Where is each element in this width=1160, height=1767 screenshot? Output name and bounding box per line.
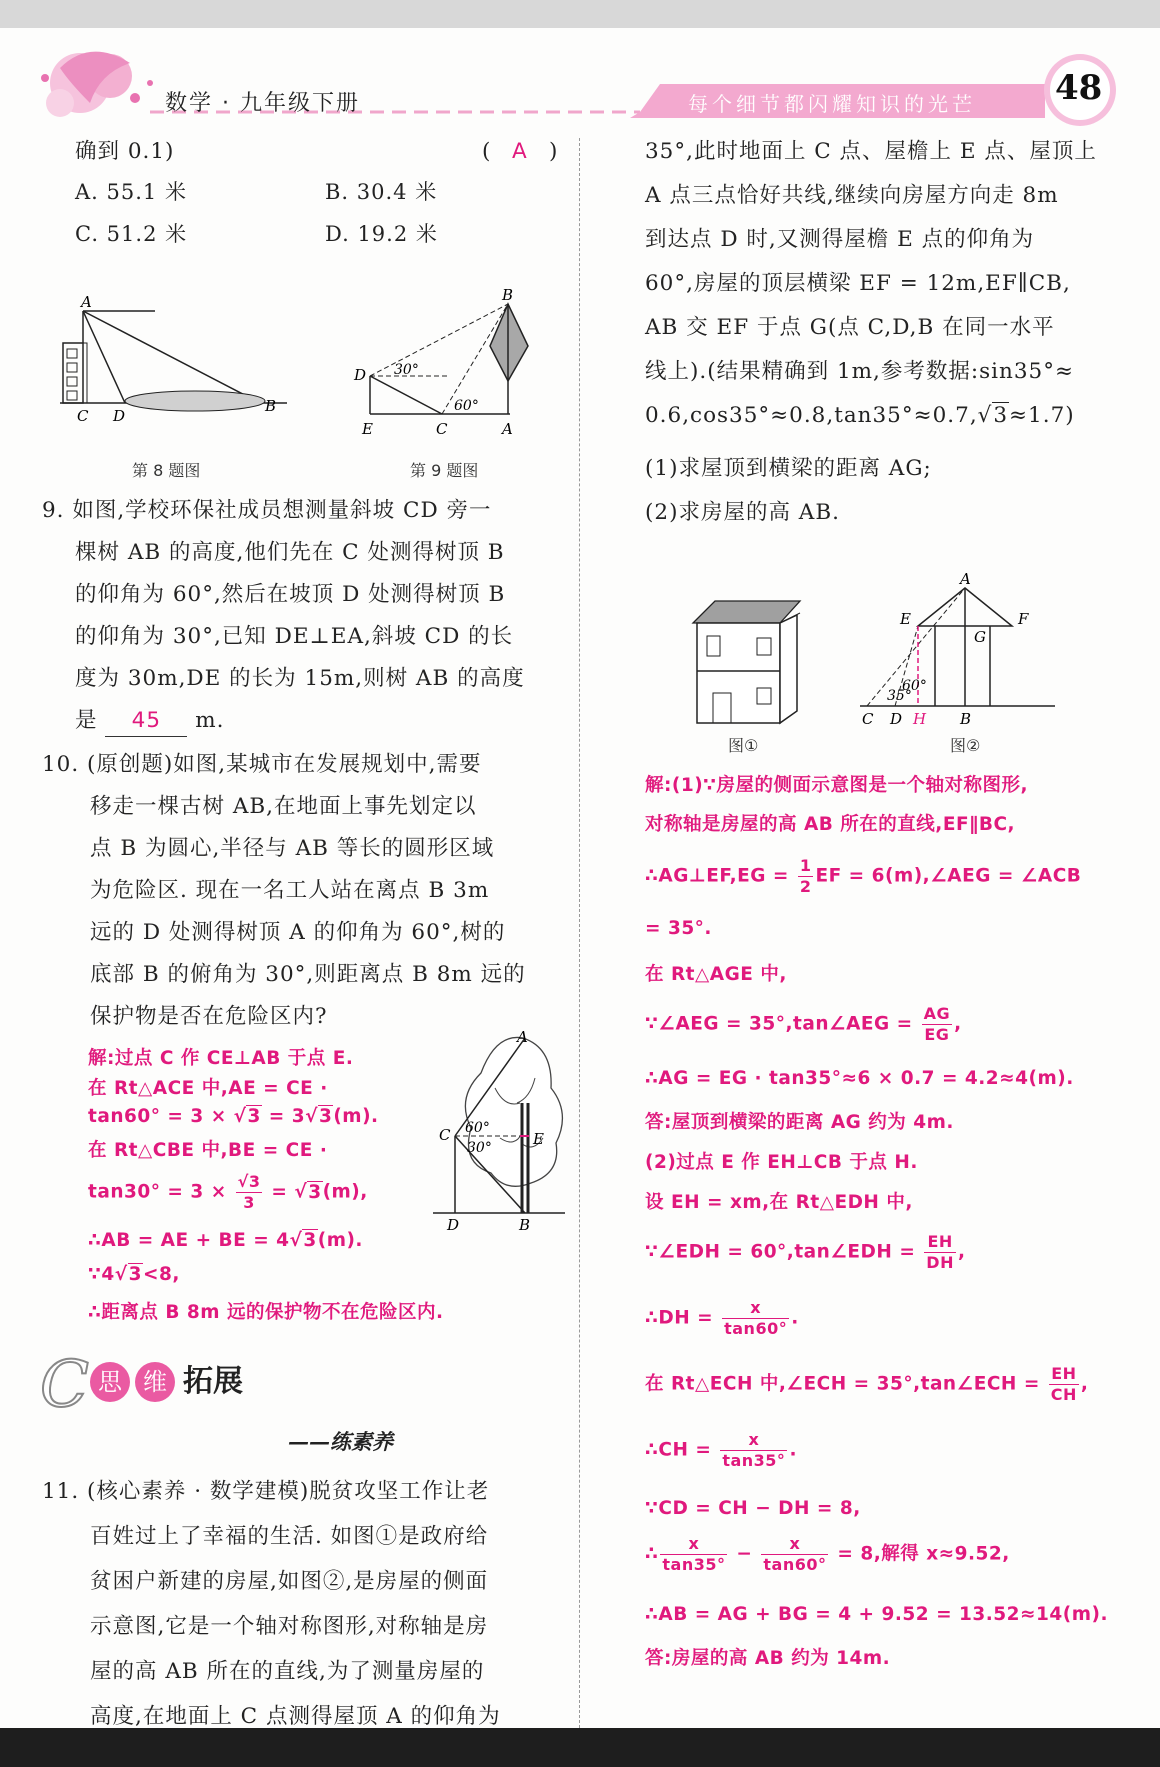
svg-text:D: D (113, 407, 126, 423)
q9-line-1: 9. 如图,学校环保社成员想测量斜坡 CD 旁一 (42, 498, 492, 523)
svg-text:B: B (502, 286, 514, 304)
section-letter: C (40, 1348, 89, 1422)
page-number: 48 (1055, 68, 1103, 108)
q9-line-6: 是 45 m. (75, 700, 224, 742)
svg-text:C: C (77, 407, 89, 423)
sol-line-5: 在 Rt△AGE 中, (645, 964, 787, 985)
q11-line-3: 贫困户新建的房屋,如图②,是房屋的侧面 (90, 1569, 489, 1594)
sol-line-9: (2)过点 E 作 EH⊥CB 于点 H. (645, 1152, 918, 1173)
figure-8 (55, 293, 295, 423)
q10-solution-1: 解:过点 C 作 CE⊥AB 于点 E. (88, 1048, 354, 1069)
svg-text:F: F (1018, 610, 1029, 628)
q10-line-7: 保护物是否在危险区内? (90, 1004, 328, 1029)
sol-line-15: ∵CD = CH − DH = 8, (645, 1498, 861, 1519)
svg-text:C: C (439, 1126, 451, 1144)
q9-answer-blank: 45 (105, 706, 187, 737)
svg-text:A: A (502, 420, 513, 438)
sol-line-14: ∴CH = $\frac{x}{\tan 35^\circ}$ . (645, 1430, 797, 1470)
sol-line-6: ∵∠AEG = 35°,tan∠AEG = $\frac{AG}{EG}$ , (645, 1004, 962, 1044)
sol-line-17: ∴AB = AG + BG = 4 + 9.52 = 13.52≈14(m). (645, 1604, 1108, 1625)
svg-text:D: D (890, 710, 903, 728)
svg-text:D: D (354, 366, 367, 384)
q9-line-4: 的仰角为 30°,已知 DE⊥EA,斜坡 CD 的长 (75, 624, 514, 649)
flower-ornament-icon (41, 52, 153, 117)
section-badge-1: 思 (90, 1362, 130, 1402)
section-subtitle: ——练素养 (288, 1429, 393, 1454)
svg-text:30°: 30° (394, 362, 419, 378)
svg-text:A: A (960, 570, 971, 588)
q10-line-2: 移走一棵古树 AB,在地面上事先划定以 (90, 794, 477, 819)
sol-line-1: 解:(1)∵房屋的侧面示意图是一个轴对称图形, (645, 775, 1029, 796)
figure-8-caption: 第 8 题图 (132, 461, 201, 480)
q8-answer: A (512, 139, 528, 164)
sol-line-11: ∵∠EDH = 60°,tan∠EDH = $\frac{EH}{DH}$ , (645, 1232, 966, 1272)
book-title: 数学 · 九年级下册 (165, 91, 360, 116)
sol-line-4: = 35°. (645, 918, 712, 939)
q11-sub-2: (2)求房屋的高 AB. (645, 500, 840, 525)
q11-line-1: 11. (核心素养 · 数学建模)脱贫攻坚工作让老 (42, 1479, 490, 1504)
svg-text:A: A (81, 293, 92, 311)
q11-line-6: 高度,在地面上 C 点测得屋顶 A 的仰角为 (90, 1704, 501, 1728)
svg-text:35°: 35° (887, 688, 912, 704)
q9-line-5: 度为 30m,DE 的长为 15m,则树 AB 的高度 (75, 666, 525, 691)
q11-line-4: 示意图,它是一个轴对称图形,对称轴是房 (90, 1614, 489, 1639)
q11-right-line-4: 60°,房屋的顶层横梁 EF = 12m,EF∥CB, (645, 271, 1071, 296)
sol-line-3: ∴AG⊥EF,EG = $\frac{1}{2}$ EF = 6(m),∠AEG = ∠ACB (645, 856, 1082, 896)
q8-option-b: B. 30.4 米 (325, 180, 438, 204)
q10-solution-4: 在 Rt△CBE 中,BE = CE · (88, 1140, 328, 1161)
textbook-page (0, 28, 1160, 1728)
q10-line-4: 为危险区. 现在一名工人站在离点 B 3m (90, 878, 490, 903)
q11-line-5: 屋的高 AB 所在的直线,为了测量房屋的 (90, 1659, 485, 1684)
svg-text:E: E (533, 1130, 544, 1148)
q11-right-line-5: AB 交 EF 于点 G(点 C,D,B 在同一水平 (645, 315, 1055, 340)
q11-right-line-6: 线上).(结果精确到 1m,参考数据:sin35°≈ (645, 359, 1074, 384)
q8-option-c: C. 51.2 米 (75, 222, 188, 246)
svg-text:E: E (362, 420, 373, 438)
q10-line-6: 底部 B 的俯角为 30°,则距离点 B 8m 远的 (90, 962, 526, 987)
q10-solution-2: 在 Rt△ACE 中,AE = CE · (88, 1078, 328, 1099)
svg-text:30°: 30° (467, 1140, 492, 1156)
q8-option-d: D. 19.2 米 (325, 222, 438, 246)
svg-text:B: B (960, 710, 972, 728)
figure-11-1 (685, 593, 805, 728)
figure-9 (350, 286, 550, 446)
q10-solution-8: ∴距离点 B 8m 远的保护物不在危险区内. (88, 1302, 444, 1323)
svg-text:B: B (519, 1216, 531, 1234)
section-badge-2: 维 (135, 1362, 175, 1402)
q10-line-1: 10. (原创题)如图,某城市在发展规划中,需要 (42, 752, 482, 777)
figure-11-2-caption: 图② (950, 736, 981, 755)
header-decoration (0, 28, 1160, 138)
q10-line-3: 点 B 为圆心,半径与 AB 等长的圆形区域 (90, 836, 495, 861)
sol-line-13: 在 Rt△ECH 中,∠ECH = 35°,tan∠ECH = $\frac{EH}{CH}$ , (645, 1364, 1089, 1404)
svg-text:G: G (974, 628, 986, 646)
figure-10 (425, 1028, 575, 1238)
q10-solution-6: ∴AB = AE + BE = 4√3(m). (88, 1230, 363, 1251)
q9-line-3: 的仰角为 60°,然后在坡顶 D 处测得树顶 B (75, 582, 506, 607)
sol-line-7: ∴AG = EG · tan35°≈6 × 0.7 = 4.2≈4(m). (645, 1068, 1074, 1089)
sol-line-16: ∴ $\frac{x}{\tan 35^\circ}$ − $\frac{x}{\tan 60^\circ}$ = 8,解得 x≈9.52, (645, 1534, 1010, 1574)
sol-line-12: ∴DH = $\frac{x}{\tan 60^\circ}$ . (645, 1298, 799, 1338)
sol-line-10: 设 EH = xm,在 Rt△EDH 中, (645, 1192, 913, 1213)
q11-line-2: 百姓过上了幸福的生活. 如图①是政府给 (90, 1524, 489, 1549)
figure-11-2 (850, 568, 1065, 728)
q11-right-line-2: A 点三点恰好共线,继续向房屋方向走 8m (645, 183, 1059, 208)
svg-text:60°: 60° (902, 678, 927, 694)
q10-solution-5: tan30° = 3 × $\frac{√3}{3}$ = √3(m), (88, 1172, 368, 1212)
svg-text:D: D (447, 1216, 460, 1234)
q8-paren-open: ( (482, 139, 492, 164)
column-divider (579, 138, 580, 1728)
q8-option-a: A. 55.1 米 (75, 180, 187, 204)
svg-text:C: C (436, 420, 448, 438)
svg-text:H: H (913, 710, 927, 728)
svg-text:B: B (265, 397, 277, 415)
sol-line-2: 对称轴是房屋的高 AB 所在的直线,EF∥BC, (645, 814, 1016, 835)
q11-right-line-3: 到达点 D 时,又测得屋檐 E 点的仰角为 (645, 227, 1035, 252)
bottom-dark-band (0, 1728, 1160, 1767)
figure-9-caption: 第 9 题图 (410, 461, 479, 480)
q11-sub-1: (1)求屋顶到横梁的距离 AG; (645, 456, 932, 481)
sol-line-8: 答:屋顶到横梁的距离 AG 约为 4m. (645, 1112, 954, 1133)
figure-11-1-caption: 图① (728, 736, 759, 755)
svg-text:A: A (517, 1028, 528, 1046)
header-motto: 每个细节都闪耀知识的光芒 (688, 92, 976, 116)
q10-solution-7: ∵4√3<8, (88, 1264, 180, 1285)
section-title: 拓展 (183, 1364, 243, 1399)
svg-text:60°: 60° (465, 1120, 490, 1136)
q10-solution-3: tan60° = 3 × √3 = 3√3(m). (88, 1106, 379, 1127)
q8-tail: 确到 0.1) (75, 139, 175, 164)
q11-right-line-1: 35°,此时地面上 C 点、屋檐上 E 点、屋顶上 (645, 139, 1097, 164)
q11-right-line-7: 0.6,cos35°≈0.8,tan35°≈0.7,√3≈1.7) (645, 403, 1075, 428)
q10-line-5: 远的 D 处测得树顶 A 的仰角为 60°,树的 (90, 920, 506, 945)
q9-line-2: 棵树 AB 的高度,他们先在 C 处测得树顶 B (75, 540, 505, 565)
svg-text:60°: 60° (454, 398, 479, 414)
q8-paren-close: ) (549, 139, 559, 164)
svg-text:E: E (900, 610, 911, 628)
sol-line-18: 答:房屋的高 AB 约为 14m. (645, 1648, 891, 1669)
svg-text:C: C (862, 710, 874, 728)
